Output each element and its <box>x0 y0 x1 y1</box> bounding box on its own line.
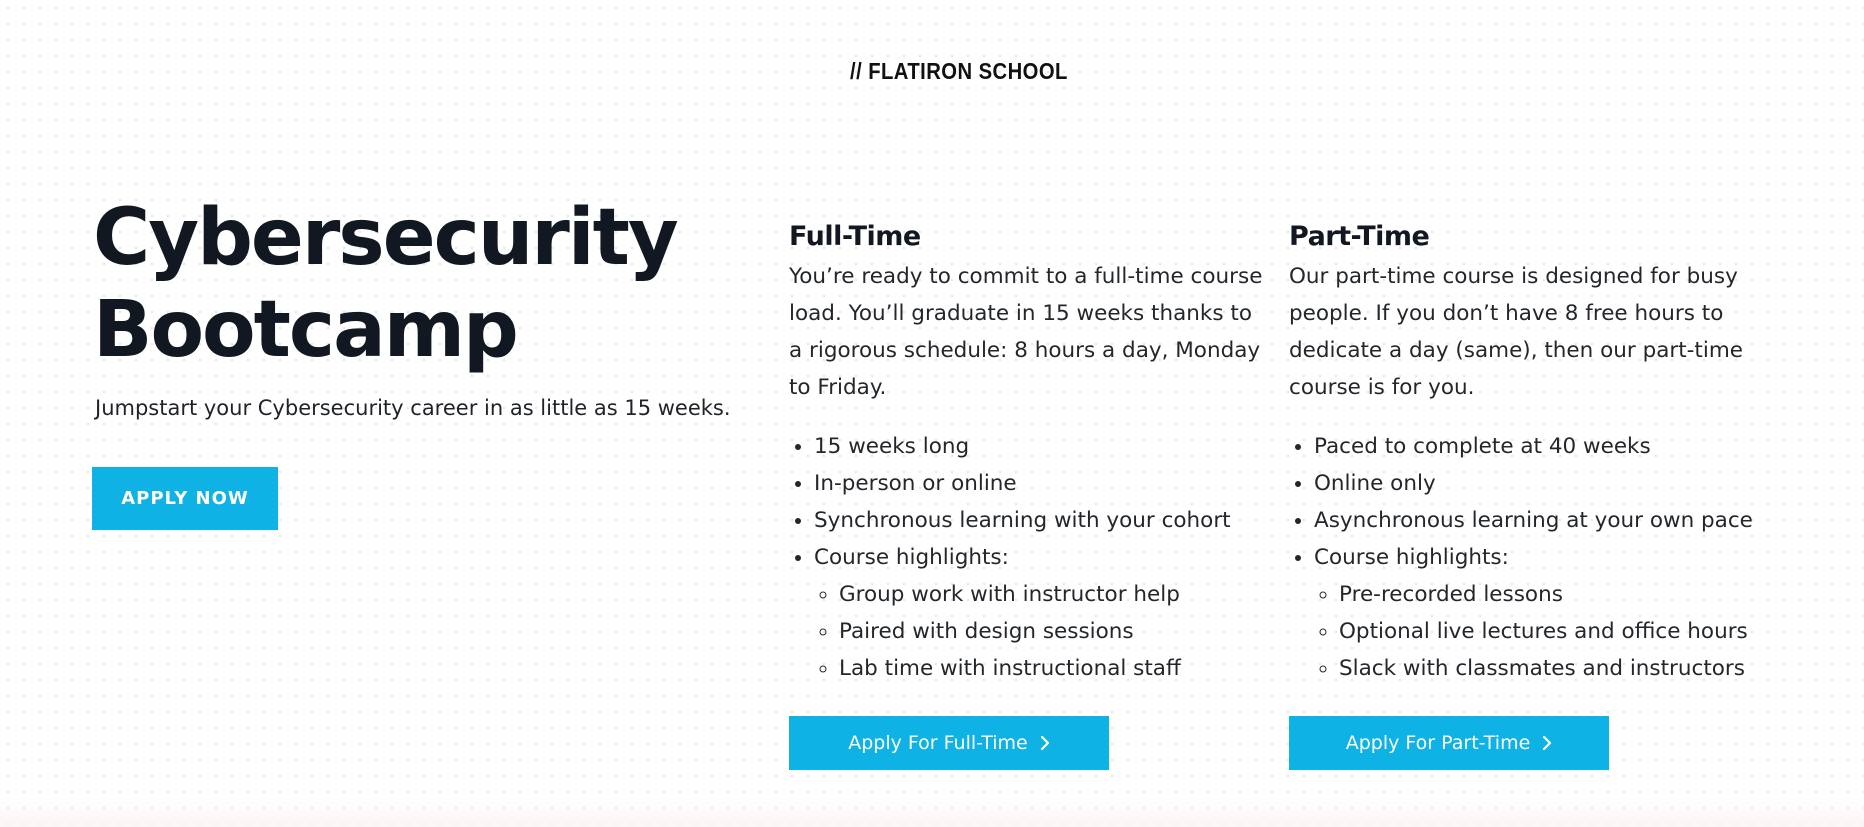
list-item: • Paced to complete at 40 weeks <box>1314 428 1769 465</box>
part-time-heading: Part-Time <box>1289 221 1430 252</box>
chevron-right-icon <box>1542 735 1552 751</box>
full-time-section <box>789 218 1269 687</box>
course-highlights-label: Course highlights: <box>814 545 1009 570</box>
part-time-highlights-list <box>1314 576 1769 687</box>
list-item: ◦ Group work with instructor help <box>839 576 1269 613</box>
list-item: ◦ Paired with design sessions <box>839 613 1269 650</box>
page-title-line-1: Cybersecurity <box>93 193 677 283</box>
apply-part-time-label: Apply For Part-Time <box>1345 732 1531 754</box>
apply-now-button[interactable]: APPLY NOW <box>92 467 278 530</box>
apply-part-time-button[interactable] <box>1289 716 1609 770</box>
list-item <box>814 539 1269 687</box>
full-time-description: You’re ready to commit to a full-time course load. You’ll graduate in 15 weeks thanks to a rigorous schedule: 8 hours a day, Monday to Friday. <box>789 264 1263 400</box>
chevron-right-icon <box>1040 735 1050 751</box>
list-item <box>1314 539 1769 687</box>
apply-full-time-label: Apply For Full-Time <box>848 732 1028 754</box>
course-highlights-label: Course highlights: <box>1314 545 1509 570</box>
apply-full-time-button[interactable] <box>789 716 1109 770</box>
list-item: • 15 weeks long <box>814 428 1269 465</box>
list-item: • In-person or online <box>814 465 1269 502</box>
hero-subtitle: Jumpstart your Cybersecurity career in as little as 15 weeks. <box>95 396 731 420</box>
full-time-highlights-list <box>814 576 1269 687</box>
list-item: ◦ Slack with classmates and instructors <box>1339 650 1769 687</box>
full-time-heading: Full-Time <box>789 221 921 252</box>
page-title-line-2: Bootcamp <box>93 285 517 375</box>
part-time-feature-list <box>1289 428 1769 687</box>
list-item: ◦ Lab time with instructional staff <box>839 650 1269 687</box>
list-item: • Synchronous learning with your cohort <box>814 502 1269 539</box>
part-time-description: Our part-time course is designed for busy people. If you don’t have 8 free hours to dedicate a day (same), then our part-time course is for you. <box>1289 264 1743 400</box>
list-item: ◦ Optional live lectures and office hours <box>1339 613 1769 650</box>
flatiron-school-logo[interactable]: // FLATIRON SCHOOL <box>850 58 1068 84</box>
list-item: ◦ Pre-recorded lessons <box>1339 576 1769 613</box>
part-time-section <box>1289 218 1769 687</box>
list-item: • Asynchronous learning at your own pace <box>1314 502 1769 539</box>
page-title <box>93 192 677 376</box>
list-item: • Online only <box>1314 465 1769 502</box>
full-time-feature-list <box>789 428 1269 687</box>
bottom-fade-decoration <box>0 797 1864 827</box>
